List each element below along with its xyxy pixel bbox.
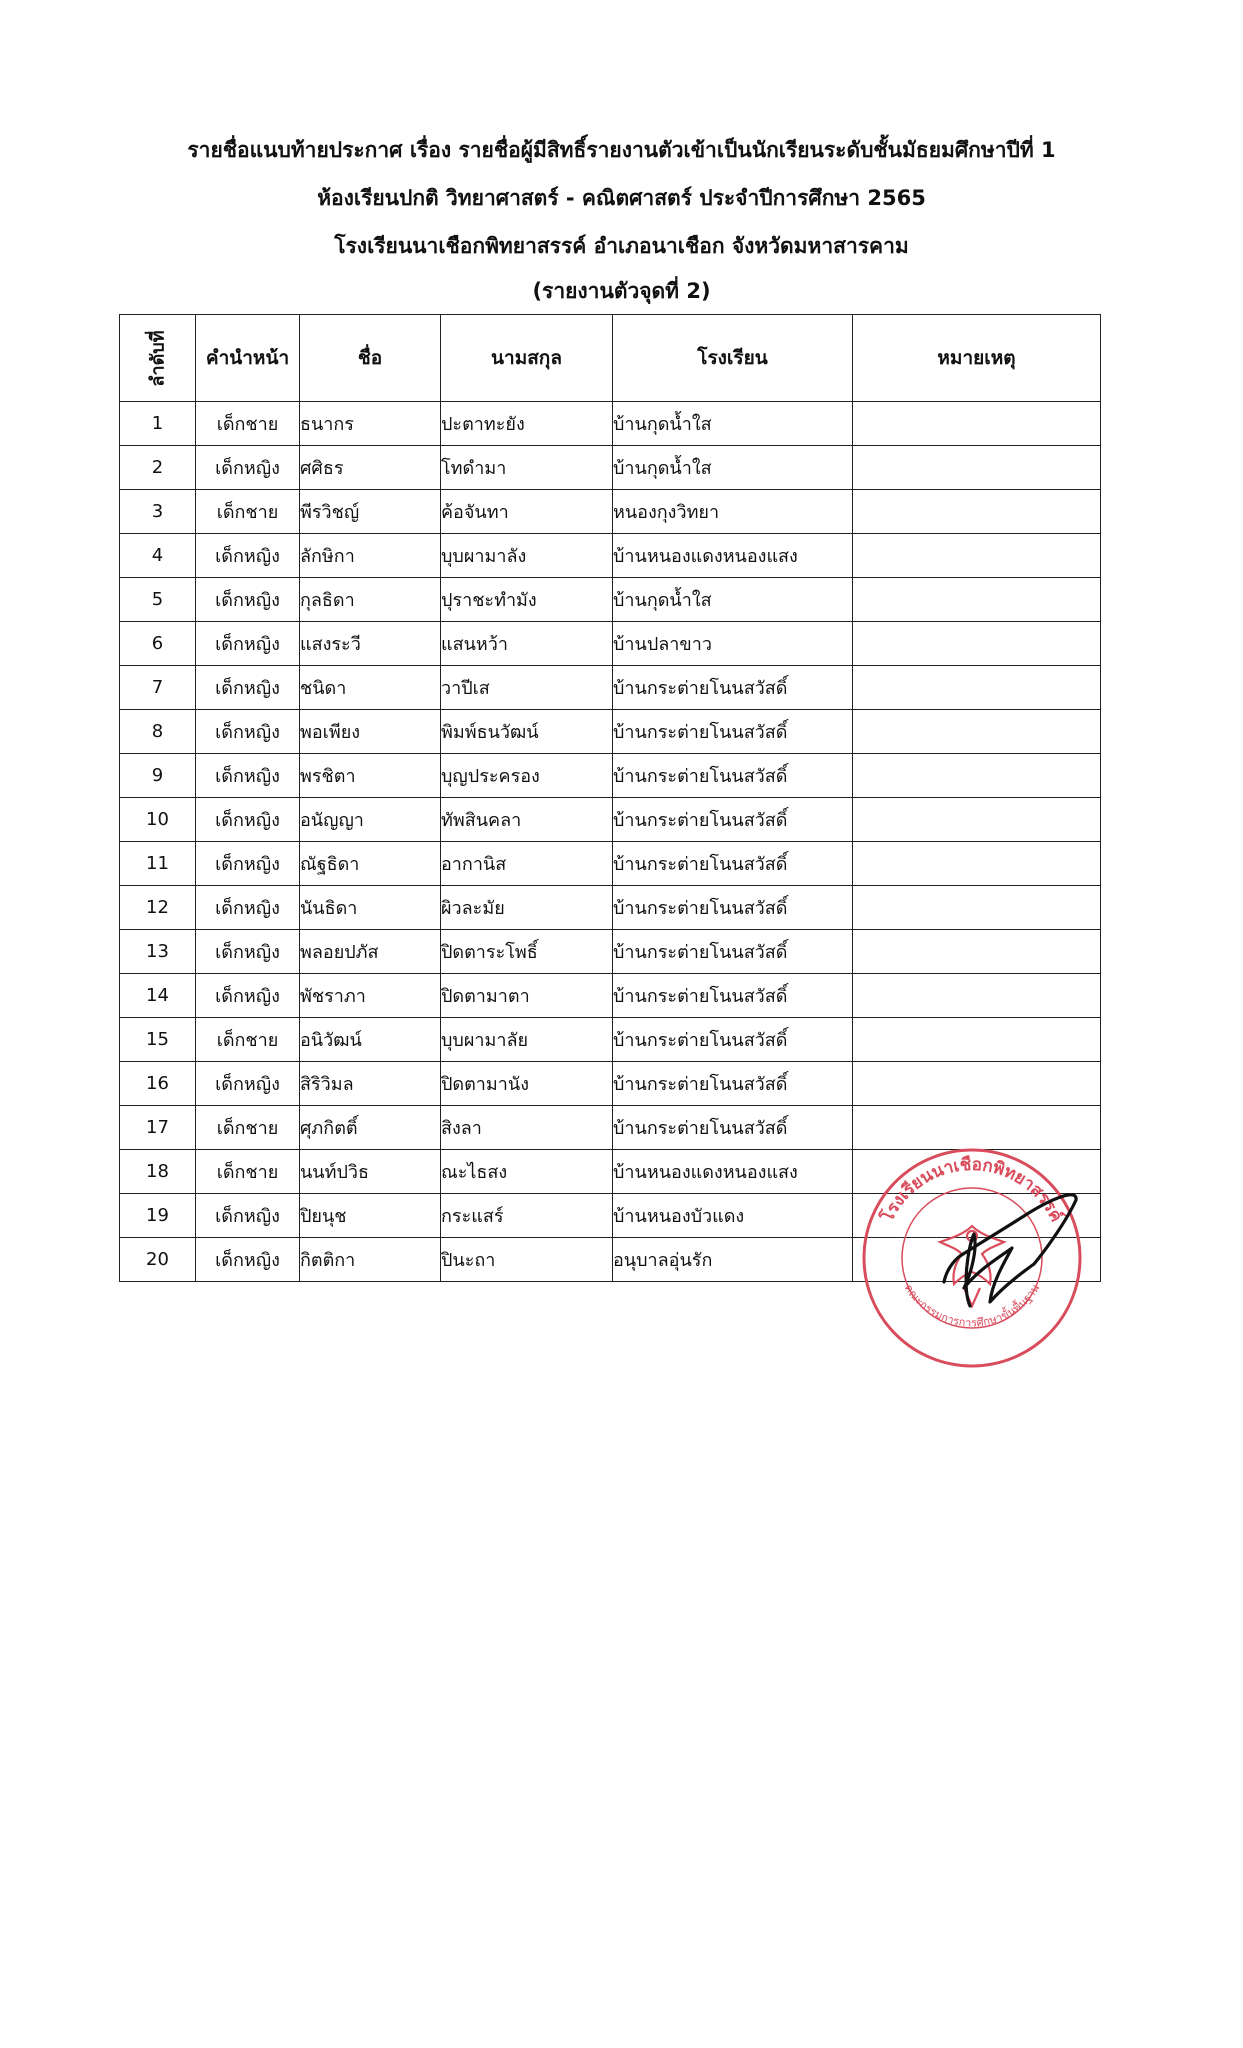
row-first-name: แสงระวี [300,622,441,666]
row-first-name: ธนากร [300,402,441,446]
row-last-name: บุบผามาลัง [441,534,613,578]
row-number: 10 [120,798,196,842]
row-first-name: นันธิดา [300,886,441,930]
row-note [853,798,1101,842]
table-row [120,842,1101,886]
row-school: บ้านกระต่ายโนนสวัสดิ์ [613,754,853,798]
row-first-name: ณัฐธิดา [300,842,441,886]
row-last-name: ปินะถา [441,1238,613,1282]
row-school: บ้านกระต่ายโนนสวัสดิ์ [613,842,853,886]
row-prefix: เด็กหญิง [196,974,300,1018]
row-school: หนองกุงวิทยา [613,490,853,534]
row-number: 6 [120,622,196,666]
row-last-name: ค้อจันทา [441,490,613,534]
row-school: บ้านกุดน้ำใส [613,446,853,490]
row-last-name: ปิดตามานัง [441,1062,613,1106]
row-note [853,886,1101,930]
row-school: บ้านกระต่ายโนนสวัสดิ์ [613,1106,853,1150]
row-prefix: เด็กหญิง [196,930,300,974]
row-note [853,666,1101,710]
row-first-name: นนท์ปวิธ [300,1150,441,1194]
row-last-name: กระแสร์ [441,1194,613,1238]
row-note [853,974,1101,1018]
row-number: 1 [120,402,196,446]
school-seal-stamp [852,1138,1092,1378]
row-first-name: ชนิดา [300,666,441,710]
row-number: 17 [120,1106,196,1150]
row-number: 15 [120,1018,196,1062]
row-last-name: ปิดตาระโพธิ์ [441,930,613,974]
row-number: 12 [120,886,196,930]
column-header-number [120,315,196,402]
row-prefix: เด็กหญิง [196,1238,300,1282]
row-note [853,534,1101,578]
row-school: บ้านกระต่ายโนนสวัสดิ์ [613,1018,853,1062]
row-school: บ้านกระต่ายโนนสวัสดิ์ [613,798,853,842]
table-header-row [120,315,1101,402]
row-number: 16 [120,1062,196,1106]
row-last-name: อากานิส [441,842,613,886]
row-school: บ้านกุดน้ำใส [613,578,853,622]
table-row [120,1018,1101,1062]
table-row [120,754,1101,798]
row-first-name: อนัญญา [300,798,441,842]
row-last-name: บุญประครอง [441,754,613,798]
row-note [853,1062,1101,1106]
table-row [120,578,1101,622]
row-prefix: เด็กหญิง [196,886,300,930]
row-prefix: เด็กหญิง [196,622,300,666]
table-row [120,930,1101,974]
row-prefix: เด็กหญิง [196,842,300,886]
row-school: บ้านกระต่ายโนนสวัสดิ์ [613,930,853,974]
row-number: 8 [120,710,196,754]
table-row [120,1062,1101,1106]
table-row [120,710,1101,754]
row-prefix: เด็กหญิง [196,534,300,578]
header-line-1: รายชื่อแนบท้ายประกาศ เรื่อง รายชื่อผู้มีสิทธิ์รายงานตัวเข้าเป็นนักเรียนระดับชั้นมัธยมศึกษาปีที่ 1 [187,138,1056,162]
row-number: 18 [120,1150,196,1194]
row-prefix: เด็กหญิง [196,754,300,798]
row-first-name: พัชราภา [300,974,441,1018]
row-prefix: เด็กหญิง [196,710,300,754]
row-last-name: โทดำมา [441,446,613,490]
row-note [853,622,1101,666]
row-prefix: เด็กชาย [196,1106,300,1150]
row-number: 13 [120,930,196,974]
row-note [853,402,1101,446]
row-last-name: ปะตาทะยัง [441,402,613,446]
row-prefix: เด็กชาย [196,1150,300,1194]
seal-top-text: โรงเรียนนาเชือกพิทยาสรรค์ [877,1154,1067,1226]
row-first-name: ศศิธร [300,446,441,490]
column-header-school: โรงเรียน [613,315,853,402]
row-last-name: ปุราชะทำมัง [441,578,613,622]
table-row [120,490,1101,534]
row-prefix: เด็กหญิง [196,798,300,842]
row-school: บ้านกระต่ายโนนสวัสดิ์ [613,710,853,754]
column-header-note: หมายเหตุ [853,315,1101,402]
row-last-name: บุบผามาลัย [441,1018,613,1062]
row-note [853,842,1101,886]
row-number: 2 [120,446,196,490]
row-number: 9 [120,754,196,798]
row-school: บ้านหนองแดงหนองแสง [613,1150,853,1194]
row-prefix: เด็กหญิง [196,446,300,490]
row-note [853,754,1101,798]
row-first-name: ปิยนุช [300,1194,441,1238]
row-note [853,710,1101,754]
row-first-name: ลักษิกา [300,534,441,578]
column-header-first-name: ชื่อ [300,315,441,402]
table-row [120,402,1101,446]
row-number: 7 [120,666,196,710]
table-row [120,974,1101,1018]
row-first-name: พีรวิชญ์ [300,490,441,534]
row-first-name: ศุภกิตติ์ [300,1106,441,1150]
table-row [120,446,1101,490]
row-note [853,578,1101,622]
header-line-3: โรงเรียนนาเชือกพิทยาสรรค์ อำเภอนาเชือก จังหวัดมหาสารคาม [334,234,909,258]
row-last-name: พิมพ์ธนวัฒน์ [441,710,613,754]
row-last-name: ทัพสินคลา [441,798,613,842]
row-school: บ้านกระต่ายโนนสวัสดิ์ [613,974,853,1018]
row-number: 14 [120,974,196,1018]
row-first-name: สิริวิมล [300,1062,441,1106]
row-number: 5 [120,578,196,622]
row-prefix: เด็กชาย [196,402,300,446]
row-last-name: แสนหว้า [441,622,613,666]
table-row [120,666,1101,710]
row-note [853,1018,1101,1062]
row-prefix: เด็กหญิง [196,1194,300,1238]
row-first-name: อนิวัฒน์ [300,1018,441,1062]
student-roster-table [119,314,1101,1282]
row-school: บ้านปลาขาว [613,622,853,666]
row-prefix: เด็กชาย [196,1018,300,1062]
row-prefix: เด็กชาย [196,490,300,534]
table-row [120,886,1101,930]
row-last-name: ปิดตามาตา [441,974,613,1018]
row-note [853,490,1101,534]
row-number: 3 [120,490,196,534]
row-school: บ้านหนองแดงหนองแสง [613,534,853,578]
row-school: บ้านกระต่ายโนนสวัสดิ์ [613,666,853,710]
row-prefix: เด็กหญิง [196,666,300,710]
row-school: บ้านหนองบัวแดง [613,1194,853,1238]
row-school: อนุบาลอุ่นรัก [613,1238,853,1282]
header-line-4: (รายงานตัวจุดที่ 2) [532,279,711,303]
row-school: บ้านกระต่ายโนนสวัสดิ์ [613,886,853,930]
row-number: 20 [120,1238,196,1282]
column-header-last-name: นามสกุล [441,315,613,402]
row-prefix: เด็กหญิง [196,578,300,622]
row-first-name: กุลธิดา [300,578,441,622]
row-note [853,930,1101,974]
table-row [120,798,1101,842]
row-first-name: พลอยปภัส [300,930,441,974]
row-first-name: กิตติกา [300,1238,441,1282]
table-row [120,534,1101,578]
row-last-name: ผิวละมัย [441,886,613,930]
row-first-name: พรชิตา [300,754,441,798]
row-last-name: วาปีเส [441,666,613,710]
row-number: 19 [120,1194,196,1238]
row-first-name: พอเพียง [300,710,441,754]
table-row [120,622,1101,666]
seal-bottom-text: คณะกรรมการการศึกษาขั้นพื้นฐาน [901,1281,1043,1330]
column-header-prefix: คำนำหน้า [196,315,300,402]
header-line-2: ห้องเรียนปกติ วิทยาศาสตร์ - คณิตศาสตร์ ประจำปีการศึกษา 2565 [317,186,926,210]
row-school: บ้านกระต่ายโนนสวัสดิ์ [613,1062,853,1106]
row-last-name: สิงลา [441,1106,613,1150]
row-number: 11 [120,842,196,886]
row-prefix: เด็กหญิง [196,1062,300,1106]
row-last-name: ณะไธสง [441,1150,613,1194]
column-header-number-label: ลำดับที่ [148,329,169,387]
row-school: บ้านกุดน้ำใส [613,402,853,446]
row-note [853,446,1101,490]
row-number: 4 [120,534,196,578]
